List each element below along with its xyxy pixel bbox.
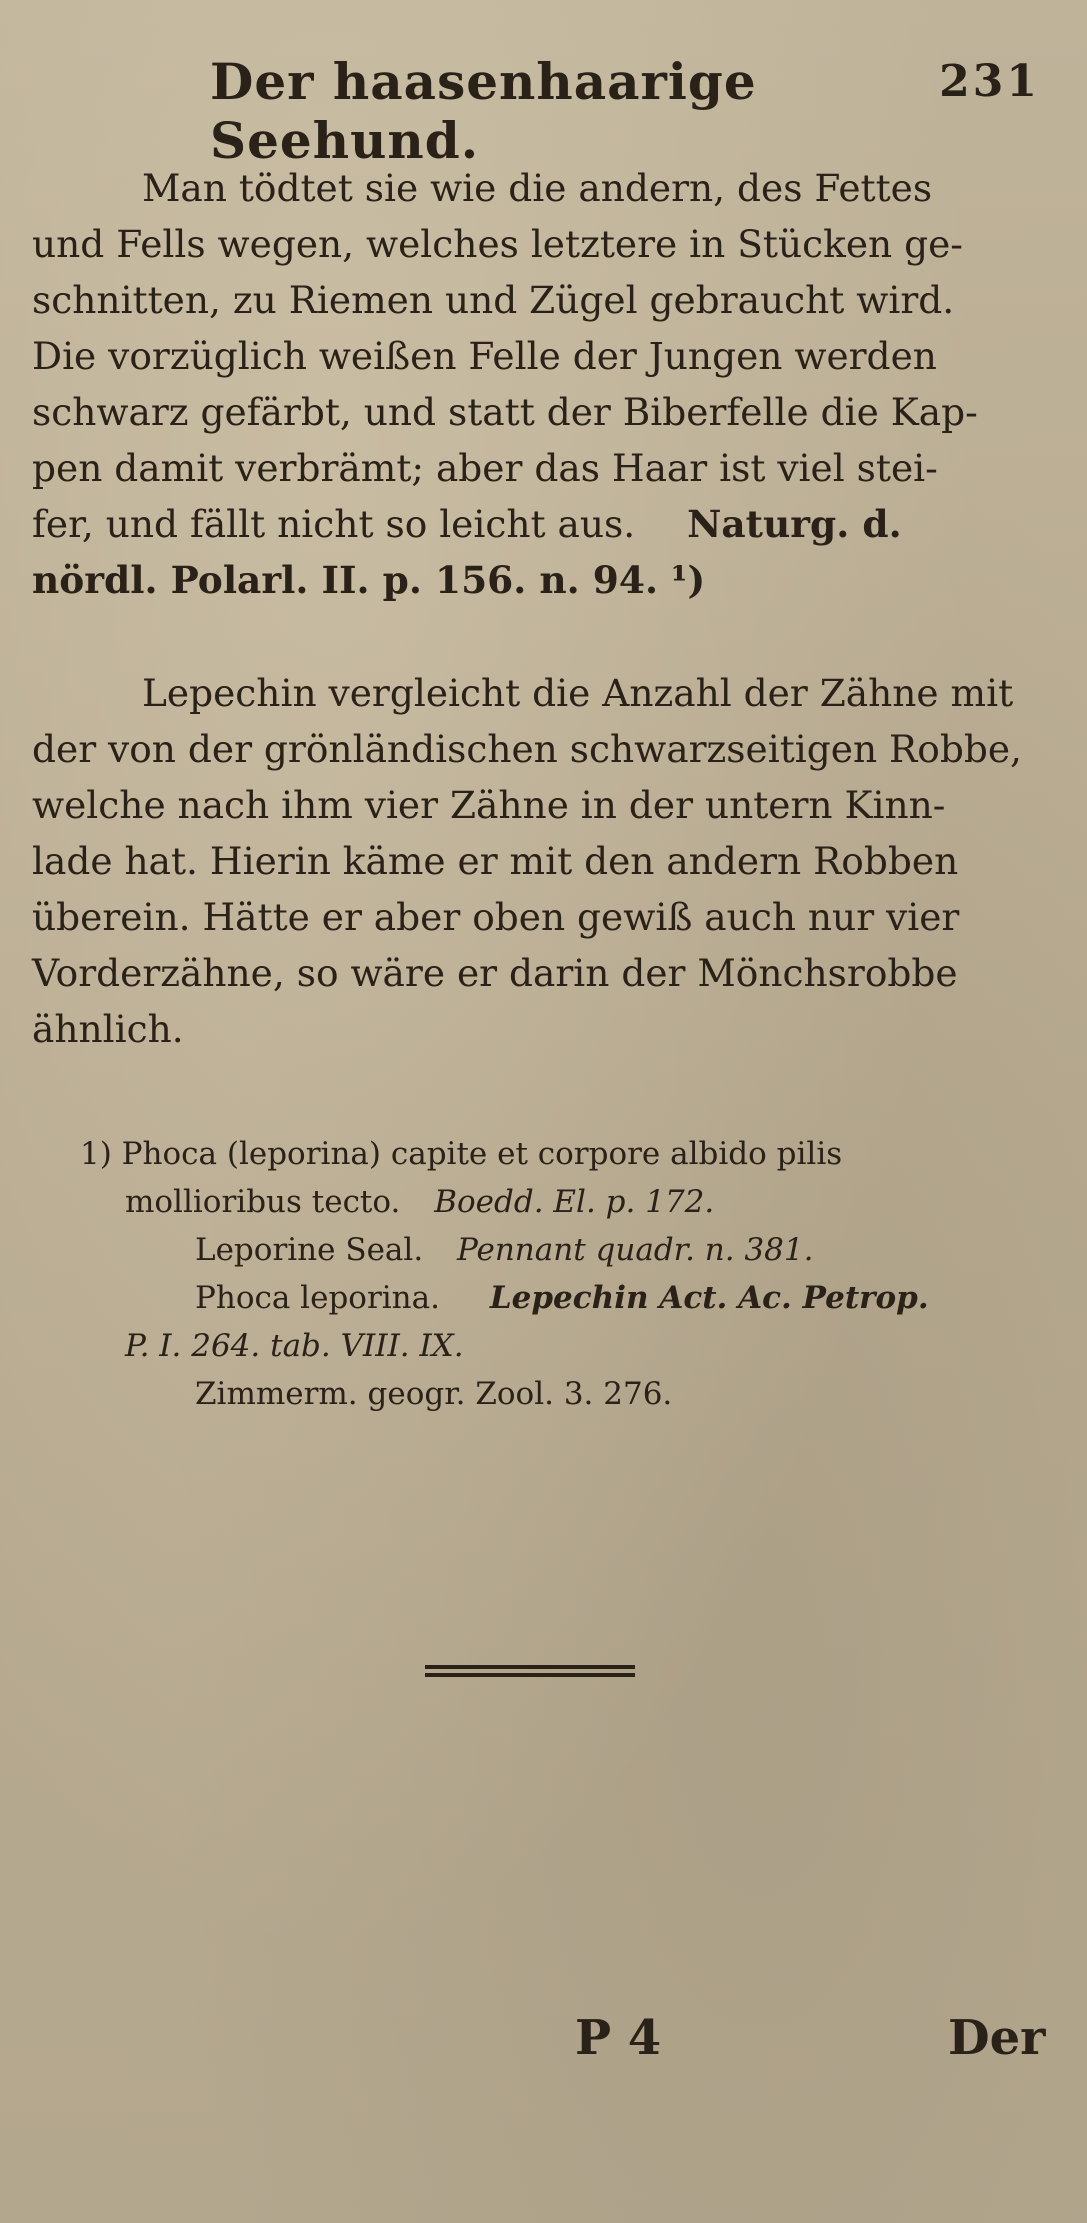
text-line: Die vorzüglich weißen Felle der Jungen werden xyxy=(32,334,937,378)
page-header xyxy=(210,52,1040,170)
footnote-text: Leporine Seal. xyxy=(195,1232,424,1268)
text-line: und Fells wegen, welches letztere in Stücken ge- xyxy=(32,222,963,266)
running-title: Der haasenhaarige Seehund. xyxy=(210,52,757,170)
footnote-line xyxy=(80,1226,1040,1274)
text-line: schnitten, zu Riemen und Zügel gebraucht wird. xyxy=(32,278,955,322)
text-line: überein. Hätte er aber oben gewiß auch nur vier xyxy=(32,895,960,939)
footnote-reference: Boedd. El. p. 172. xyxy=(434,1184,715,1220)
catchword: Der xyxy=(948,2010,1046,2066)
paragraph-2 xyxy=(32,665,1042,1057)
text-line: der von der grönländischen schwarzseitigen Robbe, xyxy=(32,727,1022,771)
footnote-line xyxy=(80,1274,1040,1322)
footnote-line: 1) Phoca (leporina) capite et corpore albido pilis xyxy=(80,1136,843,1172)
text-line: pen damit verbrämt; aber das Haar ist viel stei- xyxy=(32,446,938,490)
signature-mark: P 4 xyxy=(575,2010,662,2066)
footnote-reference: Lepechin Act. Ac. Petrop. xyxy=(489,1280,929,1316)
text-line: lade hat. Hierin käme er mit den andern Robben xyxy=(32,839,959,883)
text-line: ähnlich. xyxy=(32,1007,184,1051)
footnotes xyxy=(80,1130,1040,1418)
text-line: Vorderzähne, so wäre er darin der Mönchsrobbe xyxy=(32,951,958,995)
text-line: schwarz gefärbt, und statt der Biberfelle die Kap- xyxy=(32,390,978,434)
separator-rule xyxy=(425,1665,635,1677)
citation-line: nördl. Polarl. II. p. 156. n. 94. ¹) xyxy=(32,558,706,602)
paragraph-1 xyxy=(32,160,1042,608)
footnote-line xyxy=(80,1178,1040,1226)
footnote-reference: Pennant quadr. n. 381. xyxy=(457,1232,814,1268)
text-line-content: fer, und fällt nicht so leicht aus. xyxy=(32,502,636,546)
footnote-line: Zimmerm. geogr. Zool. 3. 276. xyxy=(195,1376,673,1412)
text-line: Man tödtet sie wie die andern, des Fettes xyxy=(142,166,933,210)
footnote-line: P. I. 264. tab. VIII. IX. xyxy=(125,1328,464,1364)
citation-lead: Naturg. d. xyxy=(687,502,902,546)
text-line: welche nach ihm vier Zähne in der untern Kinn- xyxy=(32,783,946,827)
footnote-text: Phoca leporina. xyxy=(195,1280,440,1316)
footnote-text: mollioribus tecto. xyxy=(125,1184,401,1220)
page-number: 231 xyxy=(939,56,1040,107)
text-line: Lepechin vergleicht die Anzahl der Zähne mit xyxy=(142,671,1014,715)
text-line xyxy=(32,496,1042,552)
